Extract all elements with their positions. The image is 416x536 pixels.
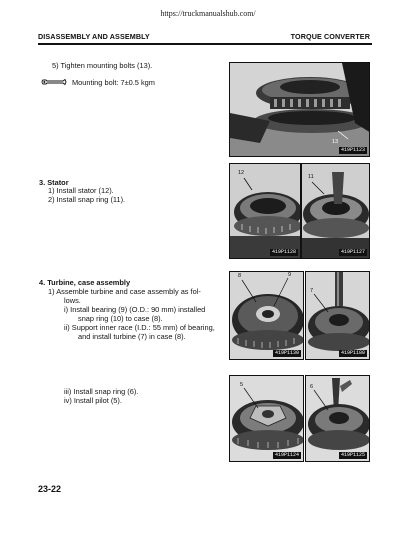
callout-6: 6 (310, 384, 314, 390)
photo-install-stator-image (230, 164, 301, 259)
callout-9: 9 (288, 272, 292, 278)
callout-11: 11 (308, 174, 314, 180)
turbine-step-i-line-1: i) Install bearing (9) (O.D.: 90 mm) installed (64, 305, 206, 314)
photo-install-pilot-caption: 419P1124 (274, 452, 299, 458)
step-5-text: 5) Tighten mounting bolts (13). (52, 61, 153, 70)
photo-install-pilot-image (230, 376, 304, 462)
callout-8: 8 (238, 273, 242, 279)
photo-install-snap-ring-caption: 419P1127 (340, 249, 365, 255)
photo-press-turbine (305, 271, 370, 360)
turbine-step-1-line-2: lows. (64, 296, 81, 305)
section-header-right: TORQUE CONVERTER (290, 32, 370, 41)
callout-12: 12 (238, 170, 245, 176)
turbine-step-i-line-2: snap ring (10) to case (8). (78, 314, 163, 323)
stator-step-1: 1) Install stator (12). (48, 186, 114, 195)
photo-install-pilot (229, 375, 304, 462)
turbine-step-ii-line-2: and install turbine (7) in case (8). (78, 332, 186, 341)
photo-install-stator (229, 163, 301, 259)
turbine-step-ii-line-1: ii) Support inner race (I.D.: 55 mm) of bearing, (64, 323, 215, 332)
bolt-torque-spec: Mounting bolt: 7±0.5 kgm (72, 78, 155, 87)
photo-install-snap-ring (301, 163, 370, 259)
callout-13: 13 (332, 139, 339, 145)
photo-snap-ring-6 (305, 375, 370, 462)
callout-7: 7 (310, 288, 314, 294)
photo-bearing-case-caption: 419P1130 (274, 350, 299, 356)
photo-snap-ring-6-caption: 419P1125 (340, 452, 365, 458)
photo-mounting-bolts-caption: 419P1123 (340, 147, 365, 153)
turbine-title: 4. Turbine, case assembly (39, 278, 131, 287)
photo-mounting-bolts (229, 62, 370, 157)
turbine-step-iii: iii) Install snap ring (6). (64, 387, 139, 396)
photo-bearing-case-image (230, 272, 304, 360)
photo-press-turbine-image (306, 272, 370, 360)
header-rule (38, 43, 372, 45)
stator-title: 3. Stator (39, 178, 69, 187)
callout-5: 5 (240, 382, 244, 388)
photo-install-stator-caption: 419P1128 (271, 249, 296, 255)
photo-mounting-bolts-image (230, 63, 370, 157)
photo-snap-ring-6-image (306, 376, 370, 462)
torque-wrench-icon (41, 77, 67, 87)
turbine-step-iv: iv) Install pilot (5). (64, 396, 122, 405)
source-url: https://truckmanualshub.com/ (160, 9, 256, 18)
turbine-step-1-line-1: 1) Assemble turbine and case assembly as fol- (48, 287, 201, 296)
page-number: 23-22 (38, 484, 62, 494)
photo-bearing-case (229, 271, 304, 360)
section-header-left: DISASSEMBLY AND ASSEMBLY (38, 32, 150, 41)
photo-press-turbine-caption: 419P1180 (340, 350, 365, 356)
stator-step-2: 2) Install snap ring (11). (48, 195, 126, 204)
